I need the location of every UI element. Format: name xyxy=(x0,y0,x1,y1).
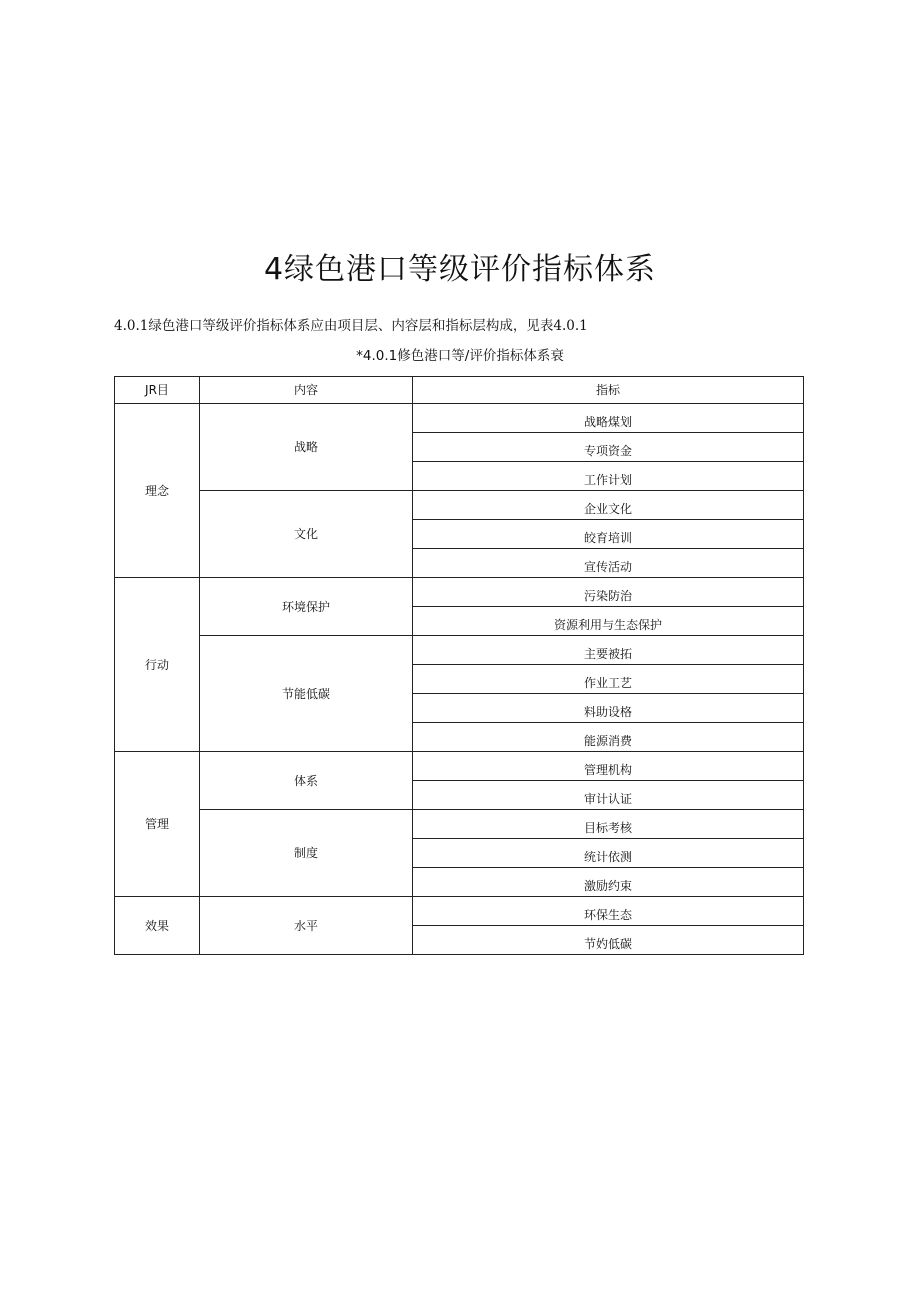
indicator-cell: 审计认证 xyxy=(413,781,804,810)
table-row xyxy=(115,897,804,926)
page-title: 4绿色港口等级评价指标体系 xyxy=(263,252,657,287)
indicator-cell: 专项资金 xyxy=(413,433,804,462)
item-cell: 行动 xyxy=(115,578,200,752)
indicator-cell: 管理机构 xyxy=(413,752,804,781)
table-row xyxy=(115,404,804,433)
table-header-row xyxy=(115,377,804,404)
index-table xyxy=(114,376,804,955)
header-content: 内容 xyxy=(200,377,413,404)
indicator-cell: 节妁低碳 xyxy=(413,926,804,955)
indicator-cell: 作业工艺 xyxy=(413,665,804,694)
indicator-cell: 工作计划 xyxy=(413,462,804,491)
indicator-cell: 资源利用与生态保护 xyxy=(413,607,804,636)
indicator-cell: 污染防治 xyxy=(413,578,804,607)
indicator-cell: 主要被拓 xyxy=(413,636,804,665)
indicator-cell: 企业文化 xyxy=(413,491,804,520)
header-item: JR目 xyxy=(115,377,200,404)
item-cell: 管理 xyxy=(115,752,200,897)
indicator-cell: 激励约束 xyxy=(413,868,804,897)
content-cell: 文化 xyxy=(200,491,413,578)
table-row xyxy=(115,491,804,520)
header-indicator: 指标 xyxy=(413,377,804,404)
indicator-cell: 战略煤划 xyxy=(413,404,804,433)
indicator-cell: 宣传活动 xyxy=(413,549,804,578)
indicator-cell: 能源消费 xyxy=(413,723,804,752)
table-caption: *4.0.1修色港口等/评价指标体系衰 xyxy=(356,348,564,364)
table-row xyxy=(115,752,804,781)
indicator-cell: 统计依测 xyxy=(413,839,804,868)
content-cell: 环境保护 xyxy=(200,578,413,636)
item-cell: 理念 xyxy=(115,404,200,578)
content-cell: 节能低碳 xyxy=(200,636,413,752)
intro-paragraph: 4.0.1绿色港口等级评价指标体系应由项目层、内容层和指标层构成，见表4.0.1 xyxy=(114,318,588,334)
indicator-cell: 料助设格 xyxy=(413,694,804,723)
item-cell: 效果 xyxy=(115,897,200,955)
table-row xyxy=(115,810,804,839)
content-cell: 水平 xyxy=(200,897,413,955)
indicator-cell: 皎育培训 xyxy=(413,520,804,549)
content-cell: 制度 xyxy=(200,810,413,897)
content-cell: 战略 xyxy=(200,404,413,491)
indicator-cell: 目标考核 xyxy=(413,810,804,839)
content-cell: 体系 xyxy=(200,752,413,810)
table-row xyxy=(115,578,804,607)
table-row xyxy=(115,636,804,665)
indicator-cell: 环保生态 xyxy=(413,897,804,926)
